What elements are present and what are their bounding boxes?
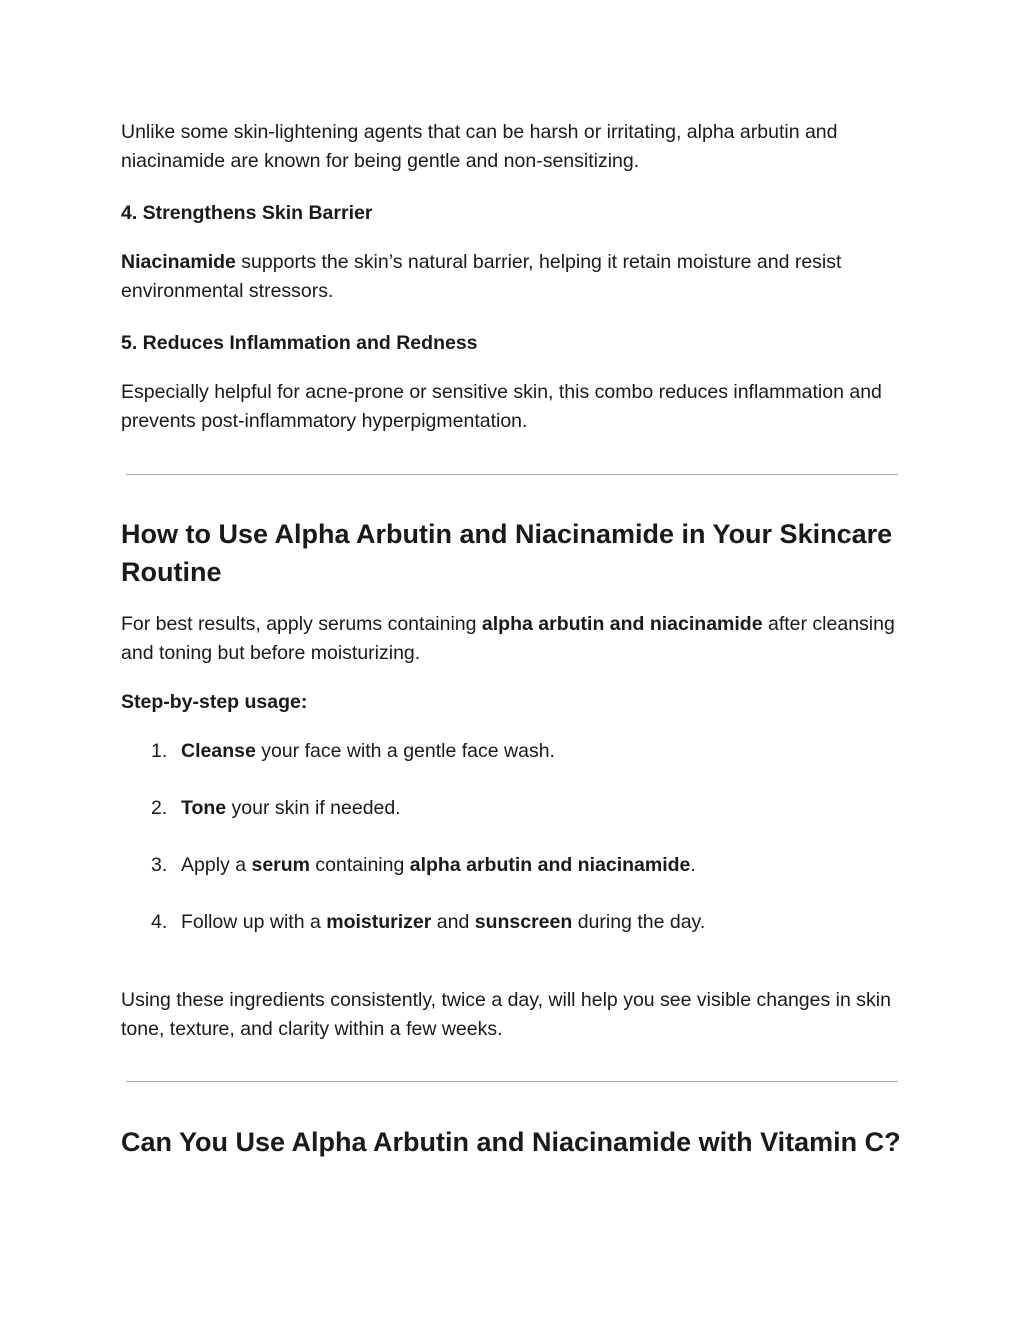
step-rest: your skin if needed.	[226, 797, 401, 819]
howto-section-title: How to Use Alpha Arbutin and Niacinamide in Your Skincare Routine	[121, 519, 893, 587]
step-text	[181, 794, 401, 823]
step-number: 4.	[151, 911, 168, 933]
benefit-4-text: supports the skin’s natural barrier, helping it retain moisture and resist environmental stressors.	[121, 251, 842, 302]
benefit-4-heading-block	[121, 199, 901, 228]
step-item	[121, 908, 901, 965]
step-bold: Cleanse	[181, 740, 256, 762]
benefit-4-heading: 4. Strengthens Skin Barrier	[121, 202, 373, 224]
howto-intro-pre: For best results, apply serums containing	[121, 613, 482, 635]
steps-list-block	[121, 737, 901, 965]
step-plain: .	[690, 854, 696, 876]
howto-outro-paragraph: Using these ingredients consistently, twice a day, will help you see visible changes in skin tone, texture, and clarity within a few weeks.	[121, 989, 891, 1040]
benefit-5-heading: 5. Reduces Inflammation and Redness	[121, 332, 478, 354]
step-number: 2.	[151, 797, 168, 819]
section-divider	[126, 1081, 898, 1082]
step-number: 1.	[151, 740, 168, 762]
benefit-4-paragraph	[121, 248, 901, 306]
howto-intro-bold: alpha arbutin and niacinamide	[481, 613, 763, 635]
benefit-4-paragraph-block	[121, 248, 901, 306]
step-plain: during the day.	[572, 911, 706, 933]
step-text	[181, 908, 705, 937]
step-item	[121, 794, 901, 851]
steps-label-block	[121, 688, 901, 717]
intro-paragraph-block	[121, 118, 901, 176]
step-bold: moisturizer	[326, 911, 432, 933]
vitc-title-block	[121, 1123, 901, 1161]
step-item	[121, 737, 901, 794]
benefit-5-paragraph-block	[121, 378, 901, 436]
howto-intro-block	[121, 610, 901, 668]
step-text	[181, 851, 696, 880]
howto-intro-paragraph	[121, 610, 901, 668]
vitc-section-title: Can You Use Alpha Arbutin and Niacinamide with Vitamin C?	[121, 1127, 901, 1157]
step-plain: and	[431, 911, 475, 933]
step-text	[181, 737, 555, 766]
benefit-5-paragraph: Especially helpful for acne-prone or sensitive skin, this combo reduces inflammation and prevents post-inflammatory hyperpigmentation.	[121, 381, 882, 432]
section-divider	[126, 474, 898, 475]
step-bold: Tone	[181, 797, 227, 819]
steps-list	[121, 737, 901, 965]
step-bold: alpha arbutin and niacinamide	[409, 854, 691, 876]
step-plain: containing	[310, 854, 410, 876]
step-rest: your face with a gentle face wash.	[255, 740, 555, 762]
step-item	[121, 851, 901, 908]
benefit-5-heading-block	[121, 329, 901, 358]
step-bold: serum	[251, 854, 310, 876]
howto-intro-post: after cleansing and toning but before moisturizing.	[121, 613, 895, 664]
steps-label: Step-by-step usage:	[121, 691, 308, 713]
howto-title-block	[121, 515, 901, 591]
step-bold: sunscreen	[474, 911, 573, 933]
intro-paragraph: Unlike some skin-lightening agents that can be harsh or irritating, alpha arbutin and niacinamide are known for being gentle and non-sensitizing.	[121, 121, 838, 172]
step-plain: Apply a	[181, 854, 252, 876]
step-plain: Follow up with a	[181, 911, 327, 933]
step-number: 3.	[151, 854, 168, 876]
howto-outro-block	[121, 986, 901, 1044]
benefit-4-bold-term: Niacinamide	[121, 251, 236, 273]
